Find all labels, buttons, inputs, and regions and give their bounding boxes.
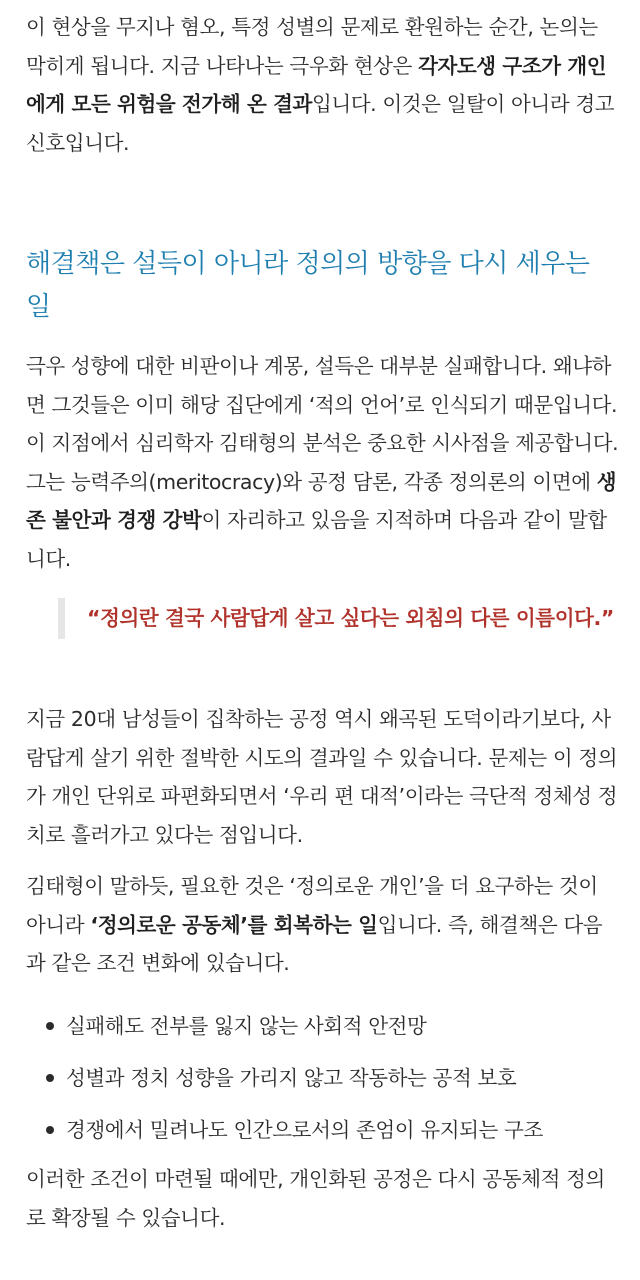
section-heading: 해결책은 설득이 아니라 정의의 방향을 다시 세우는 일 [26, 249, 590, 322]
quote-text: “정의란 결국 사람답게 살고 싶다는 외침의 다른 이름이다.” [87, 606, 614, 630]
blockquote [58, 598, 640, 639]
list-item [40, 1104, 620, 1156]
list-item [40, 1052, 620, 1104]
emphasis-text: ‘정의로운 공동체’를 회복하는 일 [90, 912, 378, 937]
paragraph-conclusion: 이러한 조건이 마련될 때에만, 개인화된 공정은 다시 공동체적 정의로 확장될 수 있습니다. [26, 1167, 605, 1230]
paragraph-intro [26, 8, 620, 162]
paragraph-text: 김태형이 말하듯, 필요한 것은 ‘정의로운 개인’을 더 요구하는 것이 아니라 [26, 874, 598, 937]
bullet-icon [46, 1074, 54, 1082]
paragraph-fairness: 지금 20대 남성들이 집착하는 공정 역시 왜곡된 도덕이라기보다, 사람답게 살기 위한 절박한 시도의 결과일 수 있습니다. 문제는 이 정의가 개인 단위로 파편화되면서 ‘우리 편 대적’이라는 극단적 정체성 정치로 흘러가고 있다는 점입니다. [26, 707, 618, 847]
paragraph-community [26, 867, 620, 983]
bullet-icon [46, 1126, 54, 1134]
list-item [40, 1000, 620, 1052]
paragraph-text: 이 현상을 무지나 혐오, 특정 성별의 문제로 환원하는 순간, 논의는 막히게 됩니다. 지금 나타나는 극우화 현상은 [26, 15, 598, 78]
emphasis-text: 생존 불안과 경쟁 강박 [26, 469, 617, 532]
paragraph-text: 이 자리하고 있음을 지적하며 다음과 같이 말합니다. [26, 508, 607, 571]
paragraph-text: 입니다. 즉, 해결책은 다음과 같은 조건 변화에 있습니다. [26, 912, 603, 975]
list-item-text: 성별과 정치 성향을 가리지 않고 작동하는 공적 보호 [66, 1066, 517, 1090]
conditions-list [40, 1000, 620, 1156]
paragraph-persuasion [26, 347, 620, 578]
bullet-icon [46, 1022, 54, 1030]
emphasis-text: 각자도생 구조가 개인에게 모든 위험을 전가해 온 결과 [26, 53, 607, 116]
list-item-text: 실패해도 전부를 잃지 않는 사회적 안전망 [66, 1014, 427, 1038]
paragraph-text: 입니다. 이것은 일탈이 아니라 경고 신호입니다. [26, 92, 615, 155]
list-item-text: 경쟁에서 밀려나도 인간으로서의 존엄이 유지되는 구조 [66, 1118, 543, 1142]
paragraph-text: 극우 성향에 대한 비판이나 계몽, 설득은 대부분 실패합니다. 왜냐하면 그것들은 이미 해당 집단에게 ‘적의 언어’로 인식되기 때문입니다. 이 지점에서 심리학자 김태형의 분석은 중요한 시사점을 제공합니다. 그는 능력주의(meritocracy)와 공정 담론, 각종 정의론의 이면에 [26, 354, 619, 494]
